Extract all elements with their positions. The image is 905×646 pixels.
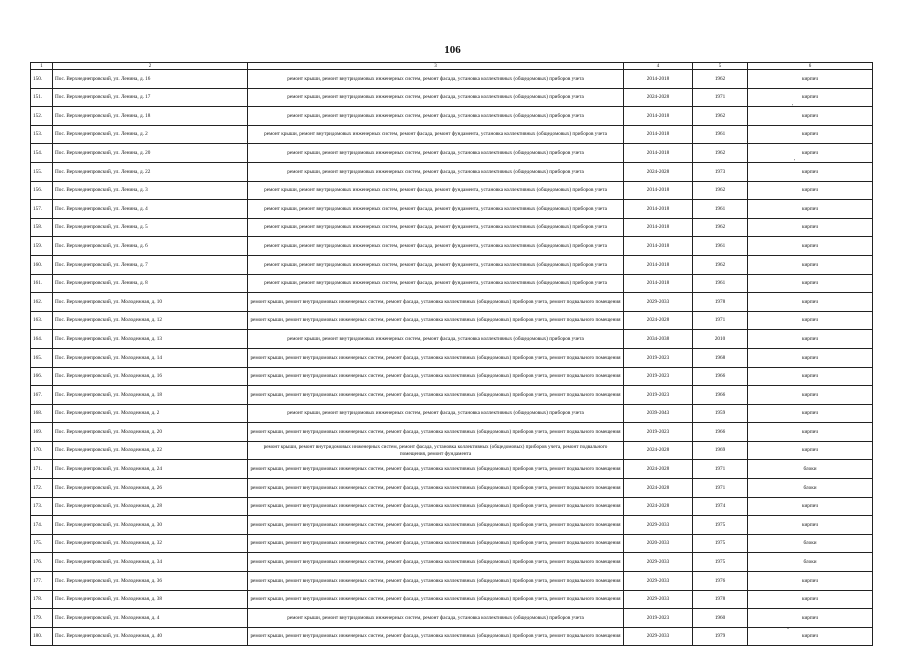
scan-mark: ' (792, 104, 794, 110)
row-number: 159. (31, 237, 53, 256)
construction-year: 2010 (693, 330, 748, 349)
repair-works: ремонт крыши, ремонт внутридомовых инженерных систем, ремонт фасада, установка коллективных (общедомовых) приборов учета, ремонт подвального помещения (248, 497, 624, 516)
column-number-row (31, 63, 873, 70)
construction-year: 1968 (693, 348, 748, 367)
row-number: 154. (31, 144, 53, 163)
row-number: 174. (31, 516, 53, 535)
repair-period: 2014-2018 (624, 200, 693, 219)
row-number: 151. (31, 88, 53, 107)
scan-mark: ' (794, 159, 796, 165)
repair-period: 2024-2028 (624, 311, 693, 330)
construction-year: 1966 (693, 423, 748, 442)
column-number: 4 (624, 63, 693, 70)
row-number: 180. (31, 627, 53, 646)
table-row (31, 534, 873, 553)
repair-period: 2029-2033 (624, 516, 693, 535)
repair-works: ремонт крыши, ремонт внутридомовых инженерных систем, ремонт фасада, установка коллективных (общедомовых) приборов учета, ремонт подвального помещения (248, 460, 624, 479)
house-address: Пос. Верхнеднепровский, ул. Ленина, д. 7 (53, 255, 248, 274)
table-row (31, 553, 873, 572)
wall-material: кирпич (748, 200, 873, 219)
construction-year: 1966 (693, 386, 748, 405)
wall-material: кирпич (748, 404, 873, 423)
repair-works: ремонт крыши, ремонт внутридомовых инженерных систем, ремонт фасада, установка коллективных (общедомовых) приборов учета, ремонт подвального помещения (248, 590, 624, 609)
table-row (31, 516, 873, 535)
repair-works: ремонт крыши, ремонт внутридомовых инженерных систем, ремонт фасада, установка коллективных (общедомовых) приборов учета, ремонт подвального помещения (248, 553, 624, 572)
table-row (31, 274, 873, 293)
column-number: 3 (248, 63, 624, 70)
wall-material: кирпич (748, 367, 873, 386)
house-address: Пос. Верхнеднепровский, ул. Молодежная, д. 32 (53, 534, 248, 553)
wall-material: блоки (748, 460, 873, 479)
repair-period: 2029-2033 (624, 553, 693, 572)
repair-works: ремонт крыши, ремонт внутридомовых инженерных систем, ремонт фасада, установка коллективных (общедомовых) приборов учета (248, 162, 624, 181)
table-row (31, 367, 873, 386)
house-address: Пос. Верхнеднепровский, ул. Молодежная, д. 16 (53, 367, 248, 386)
repair-works: ремонт крыши, ремонт внутридомовых инженерных систем, ремонт фасада, ремонт фундамента, установка коллективных (общедомовых) приборов учета (248, 125, 624, 144)
wall-material: кирпич (748, 348, 873, 367)
house-address: Пос. Верхнеднепровский, ул. Молодежная, д. 34 (53, 553, 248, 572)
row-number: 163. (31, 311, 53, 330)
construction-year: 1975 (693, 553, 748, 572)
repair-works: ремонт крыши, ремонт внутридомовых инженерных систем, ремонт фасада, установка коллективных (общедомовых) приборов учета, ремонт подвального помещения (248, 479, 624, 498)
construction-year: 1979 (693, 627, 748, 646)
house-address: Пос. Верхнеднепровский, ул. Ленина, д. 20 (53, 144, 248, 163)
row-number: 153. (31, 125, 53, 144)
repair-works: ремонт крыши, ремонт внутридомовых инженерных систем, ремонт фасада, установка коллективных (общедомовых) приборов учета, ремонт подвального помещения (248, 386, 624, 405)
row-number: 175. (31, 534, 53, 553)
house-address: Пос. Верхнеднепровский, ул. Ленина, д. 16 (53, 70, 248, 89)
repair-period: 2024-2028 (624, 479, 693, 498)
repair-period: 2029-2033 (624, 627, 693, 646)
wall-material: кирпич (748, 274, 873, 293)
repair-period: 2019-2023 (624, 423, 693, 442)
row-number: 167. (31, 386, 53, 405)
repair-period: 2034-2038 (624, 330, 693, 349)
table-row (31, 293, 873, 312)
table-row (31, 404, 873, 423)
wall-material: кирпич (748, 125, 873, 144)
table-row (31, 609, 873, 628)
row-number: 169. (31, 423, 53, 442)
column-number: 1 (31, 63, 53, 70)
repair-period: 2029-2033 (624, 293, 693, 312)
construction-year: 1971 (693, 479, 748, 498)
page-number: 106 (444, 44, 461, 56)
construction-year: 1969 (693, 441, 748, 460)
column-number: 6 (748, 63, 873, 70)
repair-works: ремонт крыши, ремонт внутридомовых инженерных систем, ремонт фасада, установка коллективных (общедомовых) приборов учета (248, 144, 624, 163)
repair-period: 2020-2033 (624, 534, 693, 553)
wall-material: кирпич (748, 293, 873, 312)
house-address: Пос. Верхнеднепровский, ул. Молодежная, д. 20 (53, 423, 248, 442)
repair-period: 2039-2043 (624, 404, 693, 423)
table-row (31, 460, 873, 479)
house-address: Пос. Верхнеднепровский, ул. Молодежная, д. 10 (53, 293, 248, 312)
row-number: 173. (31, 497, 53, 516)
wall-material: кирпич (748, 609, 873, 628)
repair-period: 2014-2018 (624, 125, 693, 144)
wall-material: кирпич (748, 237, 873, 256)
wall-material: кирпич (748, 107, 873, 126)
row-number: 171. (31, 460, 53, 479)
construction-year: 1962 (693, 144, 748, 163)
table-row (31, 386, 873, 405)
house-address: Пос. Верхнеднепровский, ул. Ленина, д. 6 (53, 237, 248, 256)
table-row (31, 107, 873, 126)
table-row (31, 572, 873, 591)
wall-material: кирпич (748, 386, 873, 405)
construction-year: 1962 (693, 218, 748, 237)
construction-year: 1961 (693, 237, 748, 256)
repair-works: ремонт крыши, ремонт внутридомовых инженерных систем, ремонт фасада, установка коллективных (общедомовых) приборов учета, ремонт подвального помещения (248, 423, 624, 442)
repair-period: 2014-2018 (624, 218, 693, 237)
construction-year: 1960 (693, 609, 748, 628)
house-address: Пос. Верхнеднепровский, ул. Молодежная, д. 22 (53, 441, 248, 460)
row-number: 172. (31, 479, 53, 498)
repair-period: 2014-2018 (624, 107, 693, 126)
table-row (31, 311, 873, 330)
house-address: Пос. Верхнеднепровский, ул. Молодежная, д. 36 (53, 572, 248, 591)
repair-works: ремонт крыши, ремонт внутридомовых инженерных систем, ремонт фасада, установка коллективных (общедомовых) приборов учета (248, 70, 624, 89)
construction-year: 1962 (693, 181, 748, 200)
row-number: 179. (31, 609, 53, 628)
house-address: Пос. Верхнеднепровский, ул. Ленина, д. 3 (53, 181, 248, 200)
repair-period: 2014-2018 (624, 237, 693, 256)
repair-works: ремонт крыши, ремонт внутридомовых инженерных систем, ремонт фасада, установка коллективных (общедомовых) приборов учета, ремонт подвального помещения (248, 516, 624, 535)
table-row (31, 88, 873, 107)
row-number: 166. (31, 367, 53, 386)
repair-works: ремонт крыши, ремонт внутридомовых инженерных систем, ремонт фасада, ремонт фундамента, установка коллективных (общедомовых) приборов учета (248, 237, 624, 256)
house-address: Пос. Верхнеднепровский, ул. Молодежная, д. 13 (53, 330, 248, 349)
row-number: 162. (31, 293, 53, 312)
house-address: Пос. Верхнеднепровский, ул. Молодежная, д. 40 (53, 627, 248, 646)
house-address: Пос. Верхнеднепровский, ул. Молодежная, д. 30 (53, 516, 248, 535)
wall-material: кирпич (748, 627, 873, 646)
repair-works: ремонт крыши, ремонт внутридомовых инженерных систем, ремонт фасада, установка коллективных (общедомовых) приборов учета (248, 330, 624, 349)
house-address: Пос. Верхнеднепровский, ул. Молодежная, д. 2 (53, 404, 248, 423)
wall-material: кирпич (748, 144, 873, 163)
repair-period: 2024-2028 (624, 460, 693, 479)
repair-works: ремонт крыши, ремонт внутридомовых инженерных систем, ремонт фасада, установка коллективных (общедомовых) приборов учета, ремонт подвального помещения (248, 627, 624, 646)
construction-year: 1971 (693, 460, 748, 479)
construction-year: 1962 (693, 70, 748, 89)
row-number: 164. (31, 330, 53, 349)
repair-period: 2024-2028 (624, 162, 693, 181)
construction-year: 1975 (693, 516, 748, 535)
repair-works: ремонт крыши, ремонт внутридомовых инженерных систем, ремонт фасада, установка коллективных (общедомовых) приборов учета (248, 609, 624, 628)
repair-period: 2019-2023 (624, 386, 693, 405)
repair-period: 2024-2028 (624, 497, 693, 516)
wall-material: кирпич (748, 181, 873, 200)
wall-material: кирпич (748, 516, 873, 535)
repair-works: ремонт крыши, ремонт внутридомовых инженерных систем, ремонт фасада, установка коллективных (общедомовых) приборов учета, ремонт подвального помещения (248, 348, 624, 367)
repair-works: ремонт крыши, ремонт внутридомовых инженерных систем, ремонт фасада, установка коллективных (общедомовых) приборов учета (248, 107, 624, 126)
construction-year: 1961 (693, 125, 748, 144)
house-address: Пос. Верхнеднепровский, ул. Ленина, д. 4 (53, 200, 248, 219)
repair-works: ремонт крыши, ремонт внутридомовых инженерных систем, ремонт фасада, установка коллективных (общедомовых) приборов учета, ремонт подвального помещения (248, 534, 624, 553)
wall-material: кирпич (748, 441, 873, 460)
wall-material: кирпич (748, 590, 873, 609)
house-address: Пос. Верхнеднепровский, ул. Ленина, д. 5 (53, 218, 248, 237)
house-address: Пос. Верхнеднепровский, ул. Ленина, д. 17 (53, 88, 248, 107)
house-address: Пос. Верхнеднепровский, ул. Молодежная, д. 18 (53, 386, 248, 405)
row-number: 157. (31, 200, 53, 219)
construction-year: 1962 (693, 107, 748, 126)
housing-registry-table (30, 62, 873, 646)
construction-year: 1962 (693, 255, 748, 274)
row-number: 165. (31, 348, 53, 367)
table-row (31, 590, 873, 609)
wall-material: кирпич (748, 70, 873, 89)
repair-works: ремонт крыши, ремонт внутридомовых инженерных систем, ремонт фасада, установка коллективных (общедомовых) приборов учета, ремонт подвального помещения (248, 293, 624, 312)
table-row (31, 181, 873, 200)
row-number: 176. (31, 553, 53, 572)
wall-material: кирпич (748, 255, 873, 274)
repair-works: ремонт крыши, ремонт внутридомовых инженерных систем, ремонт фасада, установка коллективных (общедомовых) приборов учета, ремонт подвального помещения (248, 367, 624, 386)
table-row (31, 162, 873, 181)
house-address: Пос. Верхнеднепровский, ул. Молодежная, д. 38 (53, 590, 248, 609)
repair-works: ремонт крыши, ремонт внутридомовых инженерных систем, ремонт фасада, установка коллективных (общедомовых) приборов учета (248, 404, 624, 423)
house-address: Пос. Верхнеднепровский, ул. Ленина, д. 8 (53, 274, 248, 293)
wall-material: блоки (748, 553, 873, 572)
scan-mark: - (787, 626, 789, 632)
repair-period: 2024-2028 (624, 88, 693, 107)
repair-works: ремонт крыши, ремонт внутридомовых инженерных систем, ремонт фасада, установка коллективных (общедомовых) приборов учета (248, 88, 624, 107)
table-row (31, 441, 873, 460)
table-row (31, 218, 873, 237)
table-body (31, 70, 873, 646)
table-row (31, 479, 873, 498)
column-number: 2 (53, 63, 248, 70)
row-number: 178. (31, 590, 53, 609)
table-row (31, 237, 873, 256)
table-row (31, 497, 873, 516)
repair-works: ремонт крыши, ремонт внутридомовых инженерных систем, ремонт фасада, ремонт фундамента, установка коллективных (общедомовых) приборов учета (248, 200, 624, 219)
row-number: 161. (31, 274, 53, 293)
house-address: Пос. Верхнеднепровский, ул. Ленина, д. 22 (53, 162, 248, 181)
wall-material: кирпич (748, 423, 873, 442)
row-number: 170. (31, 441, 53, 460)
wall-material: кирпич (748, 497, 873, 516)
table-row (31, 627, 873, 646)
wall-material: блоки (748, 534, 873, 553)
wall-material: блоки (748, 479, 873, 498)
house-address: Пос. Верхнеднепровский, ул. Молодежная, д. 12 (53, 311, 248, 330)
repair-works: ремонт крыши, ремонт внутридомовых инженерных систем, ремонт фасада, установка коллективных (общедомовых) приборов учета, ремонт подвального помещения (248, 572, 624, 591)
repair-period: 2014-2018 (624, 181, 693, 200)
table-row (31, 423, 873, 442)
construction-year: 1978 (693, 293, 748, 312)
repair-works: ремонт крыши, ремонт внутридомовых инженерных систем, ремонт фасада, ремонт фундамента, установка коллективных (общедомовых) приборов учета (248, 181, 624, 200)
construction-year: 1976 (693, 572, 748, 591)
row-number: 156. (31, 181, 53, 200)
house-address: Пос. Верхнеднепровский, ул. Ленина, д. 2 (53, 125, 248, 144)
column-number: 5 (693, 63, 748, 70)
table-row (31, 125, 873, 144)
house-address: Пос. Верхнеднепровский, ул. Молодежная, д. 4 (53, 609, 248, 628)
construction-year: 1961 (693, 200, 748, 219)
repair-period: 2014-2018 (624, 274, 693, 293)
construction-year: 1971 (693, 311, 748, 330)
repair-period: 2019-2023 (624, 609, 693, 628)
row-number: 158. (31, 218, 53, 237)
table-row (31, 144, 873, 163)
house-address: Пос. Верхнеднепровский, ул. Ленина, д. 18 (53, 107, 248, 126)
repair-works: ремонт крыши, ремонт внутридомовых инженерных систем, ремонт фасада, ремонт фундамента, установка коллективных (общедомовых) приборов учета (248, 255, 624, 274)
table-row (31, 330, 873, 349)
repair-period: 2019-2023 (624, 348, 693, 367)
construction-year: 1961 (693, 274, 748, 293)
construction-year: 1959 (693, 404, 748, 423)
repair-works: ремонт крыши, ремонт внутридомовых инженерных систем, ремонт фасада, установка коллективных (общедомовых) приборов учета, ремонт подвального помещения, ремонт фундамента (248, 441, 624, 460)
row-number: 155. (31, 162, 53, 181)
row-number: 168. (31, 404, 53, 423)
table-row (31, 200, 873, 219)
wall-material: кирпич (748, 88, 873, 107)
house-address: Пос. Верхнеднепровский, ул. Молодежная, д. 26 (53, 479, 248, 498)
construction-year: 1973 (693, 162, 748, 181)
wall-material: кирпич (748, 218, 873, 237)
repair-period: 2019-2023 (624, 367, 693, 386)
construction-year: 1978 (693, 590, 748, 609)
table-row (31, 255, 873, 274)
wall-material: кирпич (748, 330, 873, 349)
table-row (31, 348, 873, 367)
construction-year: 1971 (693, 88, 748, 107)
repair-works: ремонт крыши, ремонт внутридомовых инженерных систем, ремонт фасада, ремонт фундамента, установка коллективных (общедомовых) приборов учета (248, 218, 624, 237)
row-number: 152. (31, 107, 53, 126)
wall-material: кирпич (748, 162, 873, 181)
repair-period: 2029-2033 (624, 590, 693, 609)
repair-period: 2029-2033 (624, 572, 693, 591)
repair-period: 2024-2028 (624, 441, 693, 460)
table-row (31, 70, 873, 89)
house-address: Пос. Верхнеднепровский, ул. Молодежная, д. 14 (53, 348, 248, 367)
row-number: 160. (31, 255, 53, 274)
wall-material: кирпич (748, 311, 873, 330)
construction-year: 1966 (693, 367, 748, 386)
row-number: 177. (31, 572, 53, 591)
repair-period: 2014-2018 (624, 70, 693, 89)
wall-material: кирпич (748, 572, 873, 591)
repair-works: ремонт крыши, ремонт внутридомовых инженерных систем, ремонт фасада, ремонт фундамента, установка коллективных (общедомовых) приборов учета (248, 274, 624, 293)
house-address: Пос. Верхнеднепровский, ул. Молодежная, д. 28 (53, 497, 248, 516)
construction-year: 1974 (693, 497, 748, 516)
construction-year: 1975 (693, 534, 748, 553)
repair-period: 2014-2018 (624, 255, 693, 274)
repair-works: ремонт крыши, ремонт внутридомовых инженерных систем, ремонт фасада, установка коллективных (общедомовых) приборов учета, ремонт подвального помещения (248, 311, 624, 330)
row-number: 150. (31, 70, 53, 89)
house-address: Пос. Верхнеднепровский, ул. Молодежная, д. 24 (53, 460, 248, 479)
repair-period: 2014-2018 (624, 144, 693, 163)
